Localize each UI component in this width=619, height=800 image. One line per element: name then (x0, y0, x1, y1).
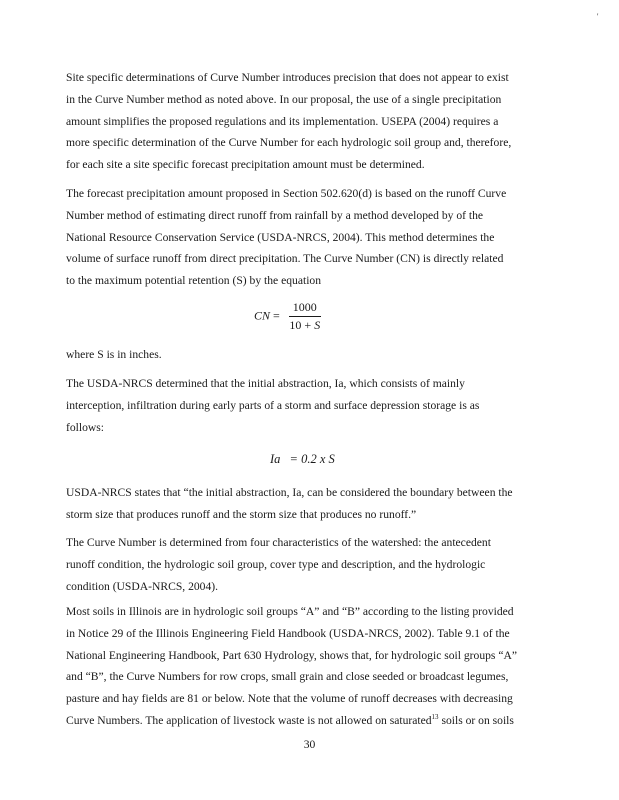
text-line (66, 710, 536, 732)
paragraph-1 (66, 67, 536, 176)
text-segment: soils or on soils (438, 713, 514, 727)
paragraph-5 (66, 482, 536, 526)
curve-number-equation (254, 300, 321, 333)
text-line: National Engineering Handbook, Part 630 Hydrology, shows that, for hydrologic soil groups “A” (66, 648, 518, 662)
text-line: National Resource Conservation Service (USDA-NRCS, 2004). This method determines the (66, 230, 495, 244)
equation-numerator: 1000 (289, 300, 321, 317)
text-line: interception, infiltration during early parts of a storm and surface depression storage is as (66, 398, 480, 412)
text-line: pasture and hay fields are 81 or below. Note that the volume of runoff decreases with decreasing (66, 692, 513, 706)
text-line: condition (USDA-NRCS, 2004). (66, 579, 219, 593)
paragraph-6 (66, 532, 536, 597)
text-segment: Curve Numbers. The application of livestock waste is not allowed on saturated (66, 713, 432, 727)
equation-denominator-variable: S (314, 318, 321, 332)
paragraph-3 (66, 344, 536, 366)
text-line: in the Curve Number method as noted above. In our proposal, the use of a single precipitation (66, 92, 502, 106)
initial-abstraction-equation (270, 452, 335, 467)
text-line: The USDA-NRCS determined that the initial abstraction, Ia, which consists of mainly (66, 377, 465, 390)
text-line: The Curve Number is determined from four characteristics of the watershed: the antecedent (66, 536, 491, 549)
equation-rhs: = 0.2 x S (289, 452, 335, 466)
text-line: in Notice 29 of the Illinois Engineering Field Handbook (USDA-NRCS, 2002). Table 9.1 of the (66, 626, 510, 640)
paragraph-7 (66, 601, 536, 732)
footnote-marker: 13 (431, 713, 439, 722)
text-line: more specific determination of the Curve Number for each hydrologic soil group and, therefore, (66, 136, 512, 150)
text-line: volume of surface runoff from direct precipitation. The Curve Number (CN) is directly related (66, 252, 504, 266)
text-line: to the maximum potential retention (S) by the equation (66, 274, 322, 288)
text-line: where S is in inches. (66, 348, 162, 361)
paragraph-4 (66, 373, 536, 438)
equation-equals: = (273, 308, 280, 323)
equation-fraction (289, 300, 321, 333)
text-line: follows: (66, 420, 105, 434)
text-line: USDA-NRCS states that “the initial abstraction, Ia, can be considered the boundary between the (66, 486, 513, 499)
equation-denominator-constant: 10 + (289, 318, 312, 332)
equation-denominator (289, 317, 320, 333)
text-line: runoff condition, the hydrologic soil group, cover type and description, and the hydrologic (66, 557, 486, 571)
equation-lhs: CN (254, 308, 271, 323)
text-line: storm size that produces runoff and the storm size that produces no runoff.” (66, 507, 417, 521)
text-line: Number method of estimating direct runoff from rainfall by a method developed by of the (66, 208, 484, 222)
corner-mark: ' (597, 12, 599, 21)
text-line: and “B”, the Curve Numbers for row crops, small grain and close seeded or broadcast legumes, (66, 670, 509, 684)
text-line: for each site a site specific forecast precipitation amount must be determined. (66, 158, 425, 172)
text-line: Most soils in Illinois are in hydrologic soil groups “A” and “B” according to the listing provided (66, 605, 514, 618)
text-line: amount simplifies the proposed regulations and its implementation. USEPA (2004) requires a (66, 114, 499, 128)
page-number: 30 (303, 738, 316, 751)
text-line: The forecast precipitation amount proposed in Section 502.620(d) is based on the runoff Curve (66, 187, 507, 200)
equation-lhs: Ia (270, 452, 281, 466)
paragraph-2 (66, 183, 536, 292)
text-line: Site specific determinations of Curve Number introduces precision that does not appear to exist (66, 71, 509, 84)
